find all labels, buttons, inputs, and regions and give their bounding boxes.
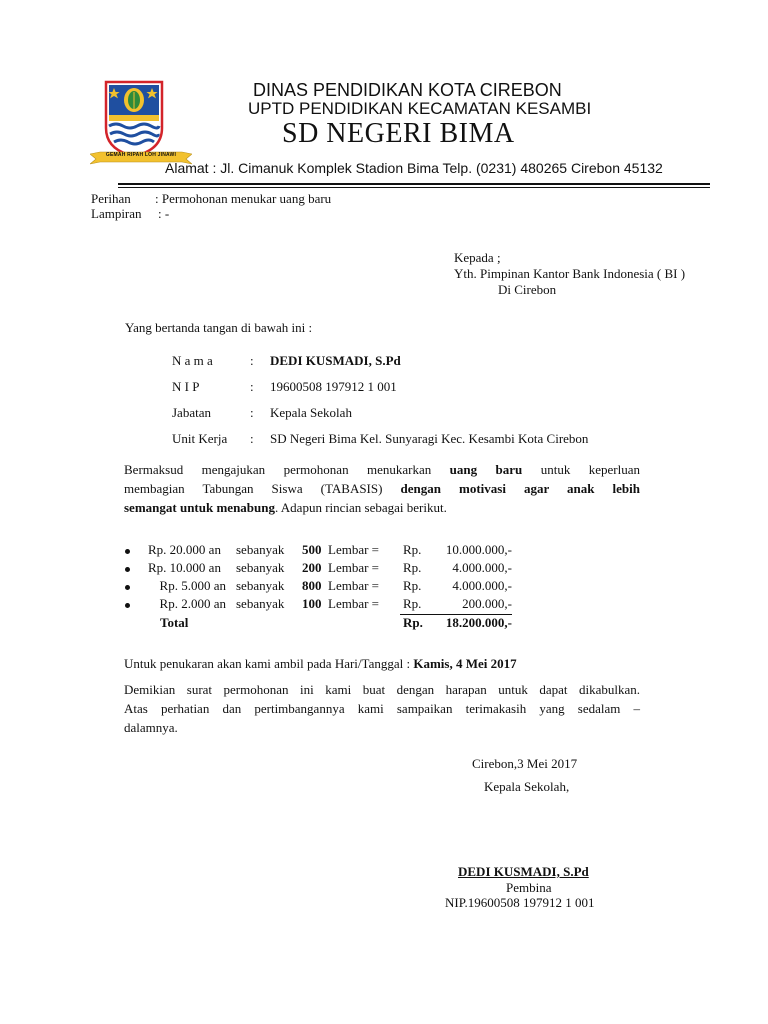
item-unit: Lembar = [328,578,380,593]
identity-value-nip: 19600508 197912 1 001 [270,379,397,394]
item-unit: Lembar = [328,560,380,575]
item-currency: Rp. [403,542,422,557]
logo-motto: GEMAH RIPAH LOH JINAWI [105,152,177,158]
school-address: Alamat : Jl. Cimanuk Komplek Stadion Bima Telp. (0231) 480265 Cirebon 45132 [165,160,663,176]
header-line2: UPTD PENDIDIKAN KECAMATAN KESAMBI [248,99,592,118]
bullet-icon [125,603,130,608]
item-qty: 200 [302,560,322,575]
item-amount: 4.000.000,- [452,578,512,593]
item-currency: Rp. [403,596,422,611]
purpose-p1: Bermaksud mengajukan permohonan menukarkan [124,462,432,477]
item-denom: Rp. 10.000 an [148,560,221,575]
school-name: SD NEGERI BIMA [282,118,515,149]
identity-value-name: DEDI KUSMADI, S.Pd [270,353,401,368]
item-denom: Rp. 20.000 an [148,542,221,557]
identity-sep: : [250,353,254,368]
sign-rank: Pembina [506,880,552,895]
header-rule-thin [118,187,710,188]
item-qty: 500 [302,542,322,557]
closing-line1: Demikian surat permohonan ini kami buat dengan harapan untuk dapat dikabulkan. [124,682,640,697]
perihan-value: : Permohonan menukar uang baru [155,191,332,206]
header-rule-thick [118,183,710,185]
item-qty-label: sebanyak [236,560,285,575]
perihan-label: Perihan [91,191,131,206]
intro-text: Yang bertanda tangan di bawah ini : [125,320,313,335]
identity-sep: : [250,379,254,394]
sign-place-date: Cirebon,3 Mei 2017 [472,756,578,771]
exchange-text: Untuk penukaran akan kami ambil pada Hari/Tanggal : [124,656,411,671]
bullet-icon [125,567,130,572]
item-amount: 4.000.000,- [452,560,512,575]
lampiran-value: : - [158,206,170,221]
exchange-line [124,656,517,672]
identity-sep: : [250,405,254,420]
item-amount: 10.000.000,- [445,542,512,557]
bullet-icon [125,585,130,590]
exchange-date: Kamis, 4 Mei 2017 [413,656,517,671]
purpose-p2: membagian Tabungan Siswa (TABASIS) [124,481,383,496]
item-qty-label: sebanyak [236,542,285,557]
closing-line3: dalamnya. [124,720,178,735]
purpose-p3: . Adapun rincian sebagai berikut. [275,500,447,515]
total-currency: Rp. [403,615,423,630]
recipient-line3: Di Cirebon [498,282,557,297]
header-line1: DINAS PENDIDIKAN KOTA CIREBON [253,80,562,100]
purpose-p1-bold: uang baru [449,462,523,477]
item-qty-label: sebanyak [236,596,285,611]
shield-emblem-icon [104,80,164,158]
identity-value-unit: SD Negeri Bima Kel. Sunyaragi Kec. Kesambi Kota Cirebon [270,431,589,446]
item-currency: Rp. [403,578,422,593]
total-label: Total [160,615,189,630]
item-qty: 800 [302,578,322,593]
bullet-icon [125,549,130,554]
identity-label-jabatan: Jabatan [172,405,211,420]
identity-label-nip: N I P [172,379,200,394]
item-qty-label: sebanyak [236,578,285,593]
recipient-line2: Yth. Pimpinan Kantor Bank Indonesia ( BI ) [454,266,686,281]
item-denom: Rp. 5.000 an [159,578,226,593]
purpose-paragraph [124,460,640,517]
recipient-line1: Kepada ; [454,250,501,265]
item-currency: Rp. [403,560,422,575]
sign-name: DEDI KUSMADI, S.Pd [458,864,589,879]
identity-label-name: N a m a [172,353,213,368]
identity-value-jabatan: Kepala Sekolah [270,405,352,420]
purpose-p1-tail: untuk keperluan [540,462,641,477]
item-unit: Lembar = [328,542,380,557]
lampiran-label: Lampiran [91,206,142,221]
total-amount: 18.200.000,- [445,615,512,630]
sign-nip: NIP.19600508 197912 1 001 [445,895,595,910]
item-unit: Lembar = [328,596,380,611]
item-amount: 200.000,- [462,596,512,611]
purpose-p3-bold: semangat untuk menabung [124,500,275,515]
identity-sep: : [250,431,254,446]
closing-line2: Atas perhatian dan pertimbangannya kami sampaikan terimakasih yang sedalam – [124,701,640,716]
item-denom: Rp. 2.000 an [159,596,226,611]
purpose-p2-bold: dengan motivasi agar anak lebih [400,481,640,496]
item-qty: 100 [302,596,322,611]
identity-label-unit: Unit Kerja [172,431,228,446]
sign-position: Kepala Sekolah, [484,779,570,794]
closing-paragraph [124,680,640,737]
